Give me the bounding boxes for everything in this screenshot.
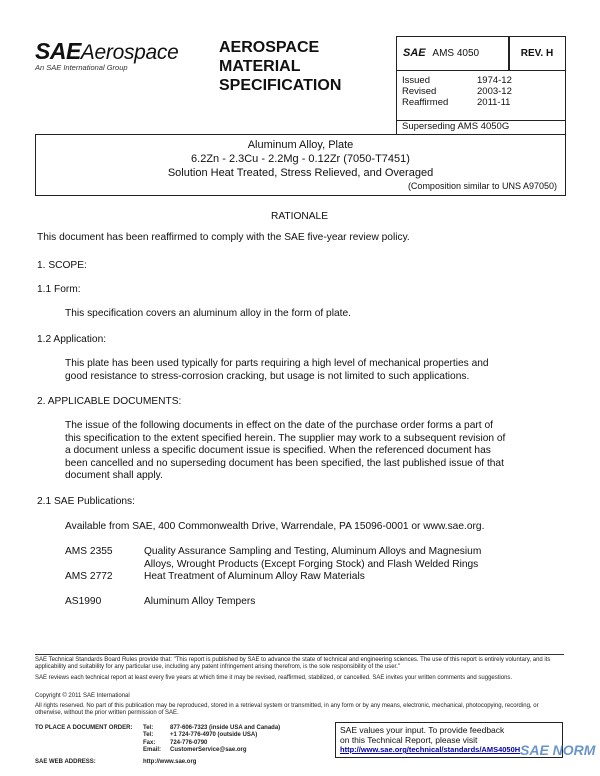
reference-code: AMS 2355: [65, 546, 113, 557]
section-2-heading: 2. APPLICABLE DOCUMENTS:: [37, 396, 182, 407]
section-2-1-text: Available from SAE, 400 Commonwealth Drive, Warrendale, PA 15096-0001 or www.sae.org.: [65, 521, 485, 532]
section-2-line: The issue of the following documents in effect on the date of the purchase order forms a part of: [65, 420, 493, 431]
section-1-2-text-1: This plate has been used typically for parts requiring a high level of mechanical properties and: [65, 358, 489, 369]
doc-number: AMS 4050: [432, 48, 480, 59]
reference-title-cont: Alloys, Wrought Products (Except Forging Stock) and Flash Welded Rings: [144, 558, 479, 570]
doc-number-box: [396, 36, 510, 71]
rev-box: [508, 36, 566, 71]
footer-divider: [35, 654, 564, 655]
footer-paragraph-4: All rights reserved. No part of this publication may be reproduced, stored in a retrieval system or transmitted, in any form or by any means, electronic, mechanical, photocopying, recording, or otherwise, without the prior written permission of SAE.: [35, 703, 539, 717]
rationale-text: This document has been reaffirmed to comply with the SAE five-year review policy.: [37, 232, 410, 243]
order-label: TO PLACE A DOCUMENT ORDER:: [35, 725, 133, 731]
contact-value: 724-776-0790: [170, 739, 208, 746]
title-box: [35, 134, 566, 196]
section-2-paragraph: [65, 420, 505, 483]
title-line-3: Solution Heat Treated, Stress Relieved, and Overaged: [167, 167, 434, 179]
contact-row: Email: CustomerService@sae.org: [143, 746, 247, 753]
rev-label: REV. H: [520, 48, 554, 59]
feedback-line-1: SAE values your input. To provide feedback: [340, 725, 505, 735]
spec-title: [219, 38, 389, 95]
footer-copyright: Copyright © 2011 SAE International: [35, 693, 130, 699]
section-2-line: been cancelled and no superseding document has been specified, the last published issue of that: [65, 457, 504, 469]
issued-date: 1974-12: [477, 75, 512, 86]
dates-box: [396, 69, 566, 121]
reaffirmed-date: 2011-11: [477, 97, 511, 108]
revised-label: Revised: [402, 86, 437, 97]
section-2-line: document shall apply.: [65, 470, 163, 481]
title-line-4: (Composition similar to UNS A97050): [407, 181, 557, 191]
web-label: SAE WEB ADDRESS:: [35, 759, 96, 765]
issued-label: Issued: [402, 75, 430, 86]
reference-title: Aluminum Alloy Tempers: [144, 596, 256, 607]
spec-title-line-2: MATERIAL: [219, 58, 301, 75]
section-1-2-text-2: good resistance to stress-corrosion cracking, but usage is not limited to such applications.: [65, 371, 470, 382]
section-2-1-heading: 2.1 SAE Publications:: [37, 496, 135, 507]
reference-title: Quality Assurance Sampling and Testing, Aluminum Alloys and Magnesium: [144, 546, 482, 557]
logo-subtitle: An SAE International Group: [35, 63, 128, 72]
sae-mark: SAE: [403, 47, 426, 59]
section-2-line: a document unless a specific document issue is specified. When the referenced document has: [65, 445, 491, 456]
logo: [35, 38, 215, 72]
contact-row: Fax: 724-776-0790: [143, 739, 208, 746]
section-1-1-heading: 1.1 Form:: [37, 284, 81, 295]
contact-row: Tel: 877-606-7323 (inside USA and Canada): [143, 725, 281, 731]
footer-paragraph-1: SAE Technical Standards Board Rules provide that: "This report is published by SAE to advance the state of technical and engineering sciences. The use of this report is entirely voluntary, and its applicability and suitability for any particular use, including any patent infringement arising therefrom, is the sole responsibility of the user.": [35, 657, 551, 671]
superseding: Superseding AMS 4050G: [402, 121, 510, 132]
contact-value: +1 724-776-4970 (outside USA): [170, 732, 258, 739]
contacts: [143, 725, 333, 754]
watermark: SAE NORM: [520, 742, 596, 758]
superseding-box: [396, 120, 566, 135]
spec-title-line-3: SPECIFICATION: [219, 77, 342, 94]
spec-title-line-1: AEROSPACE: [219, 39, 320, 56]
contact-value: CustomerService@sae.org: [170, 746, 247, 753]
section-2-line: this specification to the extent specified herein. The supplier may work to a subsequent revision of: [65, 432, 506, 444]
reference-title: Heat Treatment of Aluminum Alloy Raw Materials: [144, 571, 365, 582]
reference-code: AS1990: [65, 596, 102, 607]
title-line-1: Aluminum Alloy, Plate: [247, 139, 354, 151]
section-1-1-text: This specification covers an aluminum alloy in the form of plate.: [65, 308, 351, 319]
section-1-heading: 1. SCOPE:: [37, 260, 87, 271]
contact-row: Tel: +1 724-776-4970 (outside USA): [143, 732, 258, 739]
reaffirmed-label: Reaffirmed: [402, 97, 449, 108]
reference-code: AMS 2772: [65, 571, 113, 582]
feedback-line-2: on this Technical Report, please visit: [340, 735, 478, 745]
rationale-heading: RATIONALE: [271, 211, 328, 222]
footer-paragraph-2: SAE reviews each technical report at least every five years at which time it may be revised, reaffirmed, stabilized, or cancelled. SAE invites your written comments and suggestions.: [35, 675, 513, 681]
logo-aerospace: Aerospace: [80, 41, 179, 64]
contact-value: 877-606-7323 (inside USA and Canada): [170, 725, 281, 731]
section-1-2-heading: 1.2 Application:: [37, 334, 107, 345]
title-line-2: 6.2Zn - 2.3Cu - 2.2Mg - 0.12Zr (7050-T7451): [191, 153, 410, 165]
web-address[interactable]: http://www.sae.org: [143, 759, 197, 765]
logo-sae: SAE: [35, 38, 81, 64]
revised-date: 2003-12: [477, 86, 512, 97]
feedback-link[interactable]: http://www.sae.org/technical/standards/AMS4050H: [340, 745, 521, 754]
